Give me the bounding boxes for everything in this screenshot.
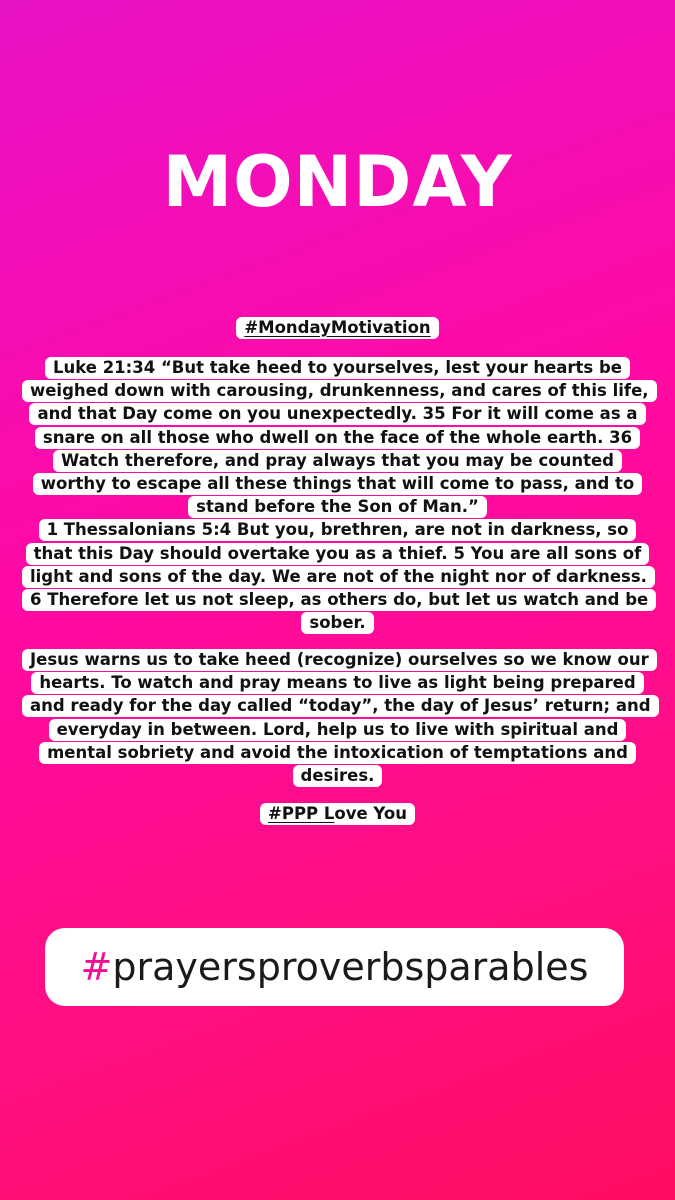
hash-symbol: # <box>80 945 113 989</box>
reflection-text: Jesus warns us to take heed (recognize) ourselves so we know our hearts. To watch and pray means to live as light being prepared and ready for the day called “today”, the day of Jesus’ return; and everyday in between. Lord, help us to live with spiritual and mental sobriety and avoid the intoxication of temptations and desires. <box>22 649 659 787</box>
signoff-line <box>22 802 653 825</box>
brand-hashtag-text: prayersproverbsparables <box>112 945 589 989</box>
signoff-rest: ove You <box>334 804 407 823</box>
scripture-thessalonians: 1 Thessalonians 5:4 But you, brethren, are not in darkness, so that this Day should overtake you as a thief. 5 You are all sons of light and sons of the day. We are not of the night nor of darkness. 6 Therefore let us not sleep, as others do, but let us watch and be sober. <box>22 519 656 634</box>
scripture-luke: Luke 21:34 “But take heed to yourselves, lest your hearts be weighed down with carousing, drunkenness, and cares of this life, and that Day come on you unexpectedly. 35 For it will come as a snare on all those who dwell on the face of the whole earth. 36 Watch therefore, and pray always that you may be counted worthy to escape all these things that will come to pass, and to stand before the Son of Man.” <box>22 357 657 518</box>
day-title: MONDAY <box>162 141 513 223</box>
brand-hashtag-sticker[interactable] <box>45 928 624 1006</box>
hashtag-ppp[interactable]: #PPP L <box>268 804 335 823</box>
hashtag-motivation[interactable]: #MondayMotivation <box>236 317 438 339</box>
hashtag-motivation-line <box>22 316 653 339</box>
reflection-block <box>22 648 653 787</box>
scripture-block <box>22 356 653 634</box>
signoff-text <box>260 803 415 825</box>
